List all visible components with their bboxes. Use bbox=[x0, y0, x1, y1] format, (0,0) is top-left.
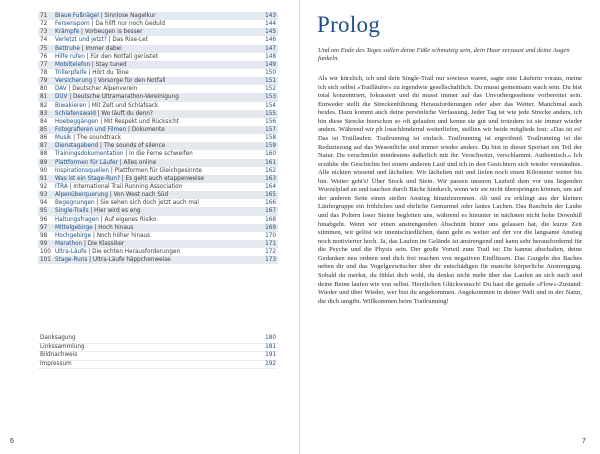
toc-entry-number: 86 bbox=[40, 135, 48, 142]
toc-entry-number: 88 bbox=[40, 151, 48, 158]
toc-entry-main-title: Verletzt und jetzt? bbox=[55, 37, 107, 44]
toc-entry-page: 164 bbox=[265, 183, 276, 190]
toc-entry-title bbox=[55, 256, 171, 264]
body-paragraph: Als wir kürzlich, ich und dein Single-Trail nur sowieso waren, sagte eine Läuferin voraus, meine ich sich selbst »Trailläufer« zu irgendwie gesellschaftlich. Du musst gemeinsam wach sein. Du bist total konzentriert, fokussiert und du musst immer auf das Unvorhergesehene vorbereitet sein. Entweder stellt die Streckenführung Herausforderungen oder aber das Wetter. Manchmal auch beides. Dazu kommt auch deine persönliche Verfassung. Jeder Tag ist wie jede Strecke anders, ich bin diese Strecke hierschon so oft gelaufen und kenne sie gut und trotzdem ist sie immer wieder anders. Während wir ph losschlendernd weiterliefen, stellten wir beide mitglieds fest: »Das ist es! Das ist Traillaufen. Trailrunning ist einfach. Trailrunning ist ergreifend. Trailrunning ist die Reduzierung auf das Wesentliche und immer wieder anders. Du bist in dieser Sportart ein Teil der Natur. Du verschmilzt mindestens äußerlich mit ihr. Verschwitzt, verschlammt. Authentisch.« Ich erzählte die Geschichte bei einem anderen Lauf und ich in den Gesichtern sich wieder verständnis. Alle nickten wissend und lächelten. Wir lächelten mit und liefen noch einen Kilometer weiter bis hin. Weiter geht's! Über Stock und Stein. Wir passen unseren Laufstil dem vor uns liegenden Wurzelpfad an und tauchen durch Bäche hindurch, wenn wir sie nicht überspringen können, um auf der anderen Seite einen steilen Anstieg hinaufzurennen. Ab und zu erklingt aus der kleinen Läufergruppe ein fröhliches und ehrliche Gemurmel oder lautes Lachen. Das Rascheln der Laube und das Poltern loser Steine begleiten uns, während es hinunter in nächsten nicht hohe Downhill hinabgeht. Wenn wir einen anstrengenden Abschnitt hinter uns gelassen hat, die kurze Zeit stimmen, wir gelöst wir unentschiedlichen, dann geht es weiter auf der vor die langsame Anstieg noch motivierter hoch. Ja, das Laufen im Gelände ist anstrengend und kann sehr herausfordernd für die Psyche und die Physis sein. Der große Vorteil zum Trail ist: Du kannst abschalten, deine Gedanken neu ordnen und dich frei machen von negativen Einflüssen. Das Gurgeln des Baches neben dir und das Vogelgezwitscher über dir entschädigen für manche körperliche Anstrengung. Sobald du merkst, du fühlst dich wohl, du denkst nicht mehr über das Laufen an sich nach und deine Beine laufen wie von selbst. Herzlichen Glückwunsch! Du hast die geniale »Flow«-Zustand: Wieder und über Wieder, wer bist du angekommen. Angekommen in deiner Welt und in der Natur, die dich umgibt. Willkommen beim Trailrunning! bbox=[318, 75, 582, 305]
toc-entry-title bbox=[55, 28, 143, 36]
toc-entry-separator: | bbox=[108, 192, 114, 199]
toc-entry[interactable] bbox=[38, 183, 278, 191]
toc-entry-separator: | bbox=[79, 45, 86, 52]
toc-entry-separator: | bbox=[123, 151, 130, 158]
toc-entry-page: 156 bbox=[265, 118, 276, 125]
toc-entry-subtitle: Es geht auch etappenweise bbox=[125, 175, 205, 182]
toc-entry-separator: | bbox=[87, 257, 93, 264]
page-gutter bbox=[299, 0, 300, 454]
toc-entry-subtitle: Die Klassiker bbox=[87, 240, 125, 247]
appendix-entry-title: Danksagung bbox=[40, 335, 76, 341]
toc-entry[interactable] bbox=[38, 85, 278, 93]
toc-entry-title bbox=[55, 191, 168, 199]
toc-entry-main-title: Plattformen für Läufer bbox=[55, 159, 118, 166]
toc-entry-page: 167 bbox=[265, 208, 276, 215]
appendix-entry-title: Linkssammlung bbox=[40, 343, 85, 350]
toc-entry-page: 163 bbox=[265, 175, 276, 182]
toc-entry-separator: | bbox=[86, 102, 92, 109]
toc-entry-separator: | bbox=[82, 240, 88, 247]
toc-entry-number: 77 bbox=[40, 61, 48, 68]
toc-entry-title bbox=[55, 199, 199, 207]
appendix-list bbox=[38, 335, 278, 369]
toc-entry[interactable] bbox=[38, 28, 278, 36]
toc-entry[interactable] bbox=[38, 240, 278, 248]
toc-entry-page: 147 bbox=[265, 45, 276, 52]
toc-entry-number: 91 bbox=[40, 175, 48, 182]
toc-entry[interactable] bbox=[38, 61, 278, 69]
toc-entry-title bbox=[55, 240, 124, 248]
toc-entry-title bbox=[55, 175, 204, 183]
toc-entry-title bbox=[55, 77, 166, 85]
toc-entry-subtitle: Vorbeugen is besser bbox=[84, 29, 143, 36]
toc-entry[interactable] bbox=[38, 256, 278, 264]
toc-entry-separator: | bbox=[90, 61, 96, 68]
toc-entry[interactable] bbox=[38, 175, 278, 183]
toc-entry-number: 79 bbox=[40, 78, 48, 85]
toc-entry-number: 96 bbox=[40, 216, 48, 223]
toc-entry-page: 166 bbox=[265, 200, 276, 207]
toc-entry-subtitle: In die Ferne schweifen bbox=[129, 151, 193, 158]
toc-entry-main-title: Inspirationsquellen bbox=[55, 167, 110, 174]
toc-entry-title bbox=[55, 150, 193, 158]
toc-entry-separator: | bbox=[126, 126, 132, 133]
toc-entry-subtitle: Mit Zelt und Schlafsack bbox=[91, 102, 159, 109]
toc-entry-separator: | bbox=[66, 86, 73, 93]
toc-entry-main-title: Versicherung bbox=[55, 78, 93, 85]
toc-entry[interactable] bbox=[38, 167, 278, 175]
toc-entry-title bbox=[55, 53, 158, 61]
toc-entry-subtitle: Hier wird es eng bbox=[94, 208, 141, 215]
toc-entry-title bbox=[55, 159, 156, 167]
toc-entry-main-title: Biwakieren bbox=[55, 102, 87, 109]
toc-entry-title bbox=[55, 102, 158, 110]
toc-entry-number: 80 bbox=[40, 86, 48, 93]
toc-entry-main-title: Fersensporn bbox=[55, 21, 90, 28]
toc-entry-subtitle: Deutscher Alpenverein bbox=[72, 86, 138, 93]
toc-entry-main-title: Ultra-Läufe bbox=[55, 249, 87, 256]
toc-entry-title bbox=[55, 134, 121, 142]
toc-entry-page: 159 bbox=[265, 143, 276, 150]
toc-entry-subtitle: Die echten Herausforderungen bbox=[92, 249, 181, 256]
toc-entry-separator: | bbox=[88, 208, 95, 215]
appendix-entry-title: Bildnachweis bbox=[40, 352, 78, 359]
chapter-title: Prolog bbox=[317, 12, 381, 37]
toc-entry[interactable] bbox=[38, 20, 278, 28]
table-of-contents bbox=[38, 12, 278, 264]
toc-entry-number: 83 bbox=[40, 110, 48, 117]
toc-entry[interactable] bbox=[38, 248, 278, 256]
toc-entry-number: 89 bbox=[40, 159, 48, 166]
toc-entry[interactable] bbox=[38, 53, 278, 61]
toc-entry-number: 76 bbox=[40, 53, 48, 60]
toc-entry-separator: | bbox=[98, 143, 104, 150]
toc-entry-main-title: ITRA bbox=[55, 183, 68, 190]
toc-entry-title bbox=[55, 126, 165, 134]
toc-entry-subtitle: The soundtrack bbox=[76, 135, 122, 142]
toc-entry-page: 173 bbox=[265, 257, 276, 264]
toc-entry-main-title: Blaue Fußnägel bbox=[55, 13, 99, 19]
toc-entry-page: 160 bbox=[265, 151, 276, 158]
appendix-entry[interactable] bbox=[38, 361, 278, 370]
toc-entry-subtitle: Mit Respekt und Rücksicht bbox=[103, 118, 179, 125]
toc-entry-separator: | bbox=[106, 37, 113, 44]
toc-entry-main-title: DAV bbox=[55, 86, 67, 93]
toc-entry-main-title: Was ist ein Stage-Run? bbox=[55, 175, 120, 182]
toc-entry-title bbox=[55, 118, 179, 126]
toc-entry-subtitle: Noch höher hinaus bbox=[96, 232, 151, 239]
toc-entry[interactable] bbox=[38, 45, 278, 53]
toc-entry-title bbox=[55, 232, 150, 240]
toc-entry[interactable] bbox=[38, 224, 278, 232]
toc-entry-number: 90 bbox=[40, 167, 48, 174]
toc-entry-subtitle: Da hilft nur noch Geduld bbox=[95, 21, 165, 28]
toc-entry[interactable] bbox=[38, 150, 278, 158]
toc-entry-number: 87 bbox=[40, 143, 48, 150]
toc-entry-title bbox=[55, 248, 180, 256]
toc-entry-number: 78 bbox=[40, 69, 48, 76]
toc-entry-subtitle: Hört du Töne bbox=[92, 69, 129, 76]
toc-entry-subtitle: Vorsorge für den Notfall bbox=[97, 78, 166, 85]
toc-entry-title bbox=[55, 61, 127, 69]
toc-entry-title bbox=[55, 69, 129, 77]
toc-entry-page: 161 bbox=[265, 159, 276, 166]
toc-entry-page: 148 bbox=[265, 53, 276, 60]
toc-entry-page: 144 bbox=[265, 21, 276, 28]
toc-entry-number: 98 bbox=[40, 232, 48, 239]
toc-entry-title bbox=[55, 36, 148, 44]
toc-entry-main-title: Hochgebirge bbox=[55, 232, 92, 239]
toc-entry-separator: | bbox=[94, 200, 101, 207]
toc-entry-title bbox=[55, 142, 165, 150]
toc-entry-separator: | bbox=[92, 78, 98, 85]
toc-entry-separator: | bbox=[67, 94, 73, 101]
toc-entry[interactable] bbox=[38, 207, 278, 215]
toc-entry[interactable] bbox=[38, 69, 278, 77]
toc-entry-subtitle: Immer dabei bbox=[85, 45, 122, 52]
toc-entry-main-title: Haltungsfragen bbox=[55, 216, 99, 223]
toc-entry-page: 171 bbox=[265, 240, 276, 247]
toc-entry-subtitle: Dokumente bbox=[131, 126, 165, 133]
appendix-entry-page: 191 bbox=[265, 352, 276, 359]
toc-entry-number: 101 bbox=[40, 257, 51, 264]
toc-entry-main-title: Bettruhe bbox=[55, 45, 80, 52]
toc-entry-separator: | bbox=[84, 53, 91, 60]
toc-entry-main-title: Stage-Runs bbox=[55, 257, 88, 264]
chapter-body bbox=[318, 75, 582, 306]
toc-entry-number: 93 bbox=[40, 192, 48, 199]
toc-entry[interactable] bbox=[38, 191, 278, 199]
toc-entry-number: 85 bbox=[40, 126, 48, 133]
toc-entry-number: 81 bbox=[40, 94, 48, 101]
toc-entry-title bbox=[55, 93, 179, 101]
appendix-entry-page: 181 bbox=[265, 343, 276, 350]
toc-entry-page: 169 bbox=[265, 224, 276, 231]
toc-entry-separator: | bbox=[86, 249, 93, 256]
toc-entry-separator: | bbox=[120, 175, 126, 182]
page-number-right: 7 bbox=[582, 438, 586, 445]
toc-entry-title bbox=[55, 224, 133, 232]
toc-entry-title bbox=[55, 183, 182, 191]
toc-entry-subtitle: The sounds of silence bbox=[103, 143, 166, 150]
toc-entry[interactable] bbox=[38, 159, 278, 167]
toc-entry-subtitle: Ultra-Läufe häppchenweise bbox=[92, 257, 171, 264]
toc-entry-page: 149 bbox=[265, 61, 276, 68]
toc-entry-main-title: Fotografieren und Filmen bbox=[55, 126, 127, 133]
toc-entry-title bbox=[55, 20, 165, 28]
toc-entry-separator: | bbox=[98, 13, 105, 19]
toc-entry-subtitle: Hoch hinaus bbox=[98, 224, 134, 231]
toc-entry[interactable] bbox=[38, 12, 278, 20]
toc-entry-title bbox=[55, 12, 156, 20]
toc-entry-subtitle: Sinnlose Nagelkur bbox=[104, 13, 156, 19]
toc-entry-page: 158 bbox=[265, 135, 276, 142]
toc-entry-number: 84 bbox=[40, 118, 48, 125]
toc-entry-subtitle: Von West nach Süd bbox=[113, 192, 169, 199]
toc-entry-number: 95 bbox=[40, 208, 48, 215]
toc-entry-subtitle: Deutsche Ultramarathon-Vereinigung bbox=[72, 94, 179, 101]
toc-entry-separator: | bbox=[92, 224, 99, 231]
toc-entry-separator: | bbox=[98, 118, 104, 125]
toc-entry[interactable] bbox=[38, 232, 278, 240]
toc-entry-subtitle: Das Rise-Let bbox=[112, 37, 148, 44]
toc-entry-title bbox=[55, 216, 156, 224]
toc-entry-number: 74 bbox=[40, 37, 48, 44]
toc-entry-main-title: Trillerpfeife bbox=[55, 69, 87, 76]
toc-entry-main-title: Alpenüberquerung bbox=[55, 192, 109, 199]
toc-entry-separator: | bbox=[89, 21, 96, 28]
appendix-entry[interactable] bbox=[38, 352, 278, 361]
toc-entry-main-title: Mobiltelefon bbox=[55, 61, 91, 68]
toc-entry-main-title: Single-Trails bbox=[55, 208, 89, 215]
toc-entry-number: 100 bbox=[40, 249, 51, 256]
appendix-entry[interactable] bbox=[38, 335, 278, 344]
toc-entry-separator: | bbox=[91, 232, 97, 239]
toc-entry-subtitle: Wo läuft du denn? bbox=[101, 110, 153, 117]
toc-entry[interactable] bbox=[38, 199, 278, 207]
toc-entry-title bbox=[55, 207, 141, 215]
toc-entry-number: 71 bbox=[40, 13, 48, 19]
toc-entry-number: 82 bbox=[40, 102, 48, 109]
toc-entry[interactable] bbox=[38, 110, 278, 118]
toc-entry[interactable] bbox=[38, 36, 278, 44]
toc-entry-title bbox=[55, 85, 137, 93]
toc-entry-page: 155 bbox=[265, 110, 276, 117]
toc-entry-main-title: Marathon bbox=[55, 240, 83, 247]
toc-entry-main-title: Musik bbox=[55, 135, 72, 142]
toc-entry-page: 152 bbox=[265, 86, 276, 93]
toc-entry-number: 99 bbox=[40, 240, 48, 247]
toc-entry-page: 172 bbox=[265, 249, 276, 256]
toc-entry-separator: | bbox=[109, 167, 115, 174]
toc-entry-number: 94 bbox=[40, 200, 48, 207]
toc-entry-number: 97 bbox=[40, 224, 48, 231]
toc-entry-main-title: Dienstagabend bbox=[55, 143, 99, 150]
page-number-left: 6 bbox=[10, 438, 14, 445]
toc-entry-page: 154 bbox=[265, 102, 276, 109]
toc-entry-subtitle: Stay tuned bbox=[95, 61, 127, 68]
toc-entry[interactable] bbox=[38, 102, 278, 110]
epigraph: Und am Ende des Tages sollen deine Füße schmutzig sein, dein Haar zerzaust und deine Augen funkeln. bbox=[318, 47, 570, 63]
toc-entry-separator: | bbox=[86, 69, 93, 76]
toc-entry-separator: | bbox=[67, 183, 74, 190]
toc-entry-main-title: Schlafenswald bbox=[55, 110, 96, 117]
toc-entry-separator: | bbox=[95, 110, 102, 117]
toc-entry-subtitle: Sie sehen sich doch jetzt auch mal bbox=[100, 200, 199, 207]
toc-entry-page: 146 bbox=[265, 37, 276, 44]
toc-entry-main-title: Begegnungen bbox=[55, 200, 95, 207]
toc-entry-number: 72 bbox=[40, 21, 48, 28]
toc-entry-page: 151 bbox=[265, 78, 276, 85]
toc-entry-number: 75 bbox=[40, 45, 48, 52]
toc-entry[interactable] bbox=[38, 93, 278, 101]
toc-entry-page: 145 bbox=[265, 29, 276, 36]
toc-entry-main-title: Hilfe rufen bbox=[55, 53, 85, 60]
toc-entry-subtitle: Für den Notfall gerüstet bbox=[90, 53, 158, 60]
toc-entry-separator: | bbox=[117, 159, 124, 166]
toc-entry-main-title: DUV bbox=[55, 94, 68, 101]
toc-entry-page: 143 bbox=[265, 13, 276, 19]
toc-entry-subtitle: Plattformen für Gleichgesinnte bbox=[114, 167, 202, 174]
toc-entry-main-title: Krämpfe bbox=[55, 29, 80, 36]
appendix-entry-page: 180 bbox=[265, 335, 276, 341]
toc-entry-number: 92 bbox=[40, 183, 48, 190]
appendix-entry-title: Impressum bbox=[40, 360, 72, 367]
toc-entry-title bbox=[55, 110, 153, 118]
toc-entry-title bbox=[55, 167, 202, 175]
toc-entry[interactable] bbox=[38, 77, 278, 85]
toc-entry-separator: | bbox=[79, 29, 85, 36]
toc-entry-main-title: Trainingsdokumentation bbox=[55, 151, 124, 158]
toc-entry-subtitle: Auf eigenes Risiko bbox=[104, 216, 157, 223]
toc-entry-separator: | bbox=[71, 135, 77, 142]
toc-entry-main-title: Mittelgebirge bbox=[55, 224, 93, 231]
toc-entry-page: 157 bbox=[265, 126, 276, 133]
toc-entry[interactable] bbox=[38, 126, 278, 134]
toc-entry-main-title: Hoebeggängen bbox=[55, 118, 99, 125]
toc-entry[interactable] bbox=[38, 216, 278, 224]
toc-entry[interactable] bbox=[38, 142, 278, 150]
toc-entry[interactable] bbox=[38, 134, 278, 142]
toc-entry-separator: | bbox=[98, 216, 105, 223]
toc-entry-subtitle: International Trail Running Association bbox=[73, 183, 183, 190]
toc-entry-number: 73 bbox=[40, 29, 48, 36]
toc-entry-page: 165 bbox=[265, 192, 276, 199]
toc-entry-page: 170 bbox=[265, 232, 276, 239]
toc-entry-page: 153 bbox=[265, 94, 276, 101]
toc-entry-page: 168 bbox=[265, 216, 276, 223]
toc-entry-page: 150 bbox=[265, 69, 276, 76]
toc-entry-page: 162 bbox=[265, 167, 276, 174]
toc-entry-title bbox=[55, 45, 122, 53]
toc-entry-subtitle: Alles online bbox=[123, 159, 157, 166]
toc-entry[interactable] bbox=[38, 118, 278, 126]
appendix-entry[interactable] bbox=[38, 344, 278, 353]
appendix-entry-page: 192 bbox=[265, 360, 276, 367]
